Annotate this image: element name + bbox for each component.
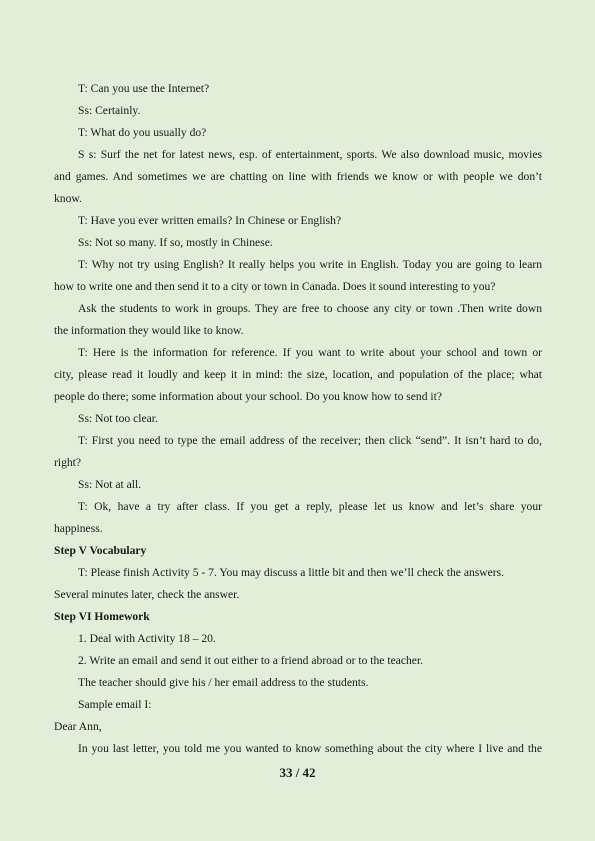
- text-line: T: Please finish Activity 5 - 7. You may discuss a little bit and then we’ll check the answers.: [78, 566, 505, 579]
- text-line: T: Ok, have a try after class. If you get a reply, please let us know and let’s share your: [78, 500, 542, 513]
- text-line: T: What do you usually do?: [78, 126, 207, 139]
- text-line: right?: [54, 456, 82, 469]
- text-line: S s: Surf the net for latest news, esp. of entertainment, sports. We also download music, movies: [78, 148, 542, 161]
- text-line: T: First you need to type the email address of the receiver; then click “send”. It isn’t hard to do,: [78, 434, 542, 447]
- text-line: In you last letter, you told me you wanted to know something about the city where I live and the: [78, 742, 542, 755]
- text-line: Ss: Not too clear.: [78, 412, 158, 425]
- text-line: T: Have you ever written emails? In Chinese or English?: [78, 214, 342, 227]
- text-line: Ss: Not so many. If so, mostly in Chinese.: [78, 236, 273, 249]
- section-heading: Step VI Homework: [54, 610, 150, 623]
- document-body: [54, 78, 542, 760]
- text-line: T: Can you use the Internet?: [78, 82, 210, 95]
- text-line: The teacher should give his / her email address to the students.: [78, 676, 369, 689]
- text-line: city, please read it loudly and keep it in mind: the size, location, and population of the place; what: [54, 368, 542, 381]
- text-line: people do there; some information about your school. Do you know how to send it?: [54, 390, 442, 403]
- section-heading: Step V Vocabulary: [54, 544, 147, 557]
- text-line: Ss: Not at all.: [78, 478, 142, 491]
- text-line: 2. Write an email and send it out either to a friend abroad or to the teacher.: [78, 654, 424, 667]
- text-line: T: Why not try using English? It really helps you write in English. Today you are going to learn: [78, 258, 542, 271]
- text-line: T: Here is the information for reference. If you want to write about your school and town or: [78, 346, 542, 359]
- text-line: Sample email I:: [78, 698, 152, 711]
- text-line: and games. And sometimes we are chatting on line with friends we know or with people we don’t: [54, 170, 542, 183]
- text-line: Several minutes later, check the answer.: [54, 588, 240, 601]
- text-line: Dear Ann,: [54, 720, 102, 733]
- text-line: know.: [54, 192, 82, 205]
- text-line: how to write one and then send it to a city or town in Canada. Does it sound interesting to you?: [54, 280, 496, 293]
- page-number: 33 / 42: [279, 765, 316, 780]
- text-line: happiness.: [54, 522, 103, 535]
- text-line: 1. Deal with Activity 18 – 20.: [78, 632, 216, 645]
- text-line: Ask the students to work in groups. They are free to choose any city or town .Then write down: [78, 302, 542, 315]
- text-line: the information they would like to know.: [54, 324, 244, 337]
- text-line: Ss: Certainly.: [78, 104, 141, 117]
